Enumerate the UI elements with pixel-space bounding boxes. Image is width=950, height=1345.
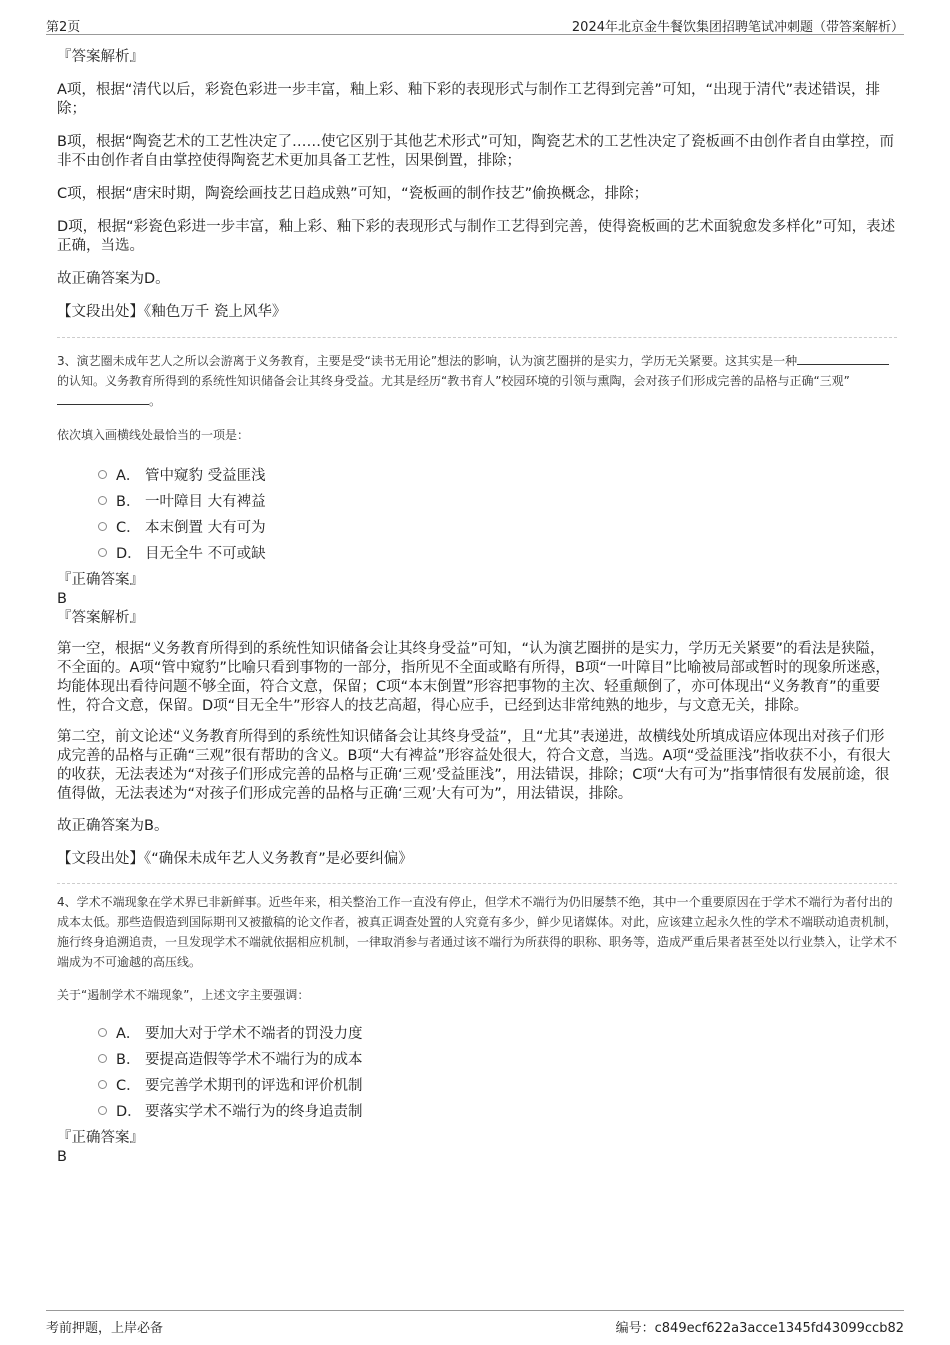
radio-icon[interactable] — [98, 1106, 107, 1115]
option-d[interactable]: D． 要落实学术不端行为的终身追责制 — [57, 1097, 897, 1123]
option-d[interactable]: D． 目无全牛 不可或缺 — [57, 539, 897, 565]
page-number: 第2页 — [46, 20, 81, 35]
analysis-paragraph: C项，根据“唐宋时期，陶瓷绘画技艺日趋成熟”可知，“瓷板画的制作技艺”偷换概念，排除； — [57, 186, 649, 202]
radio-icon[interactable] — [98, 522, 107, 531]
conclusion: 故正确答案为D。 — [57, 271, 170, 287]
document-content — [57, 48, 897, 1167]
analysis-label: 『答案解析』 — [57, 49, 144, 65]
answer-label: 『正确答案』 — [57, 1130, 144, 1146]
option-a[interactable]: A． 要加大对于学术不端者的罚没力度 — [57, 1019, 897, 1045]
source: 【文段出处】《釉色万千 瓷上风华》 — [57, 304, 287, 320]
page-footer — [46, 1310, 904, 1337]
question-stem: 3、演艺圈未成年艺人之所以会游离于义务教育，主要是受“读书无用论”想法的影响，认为演艺圈拼的是实力，学历无关紧要。这其实是一种的认知。义务教育所得到的系统性知识储备会让其终身受益。尤其是经历“教书育人”校园环境的引领与熏陶，会对孩子们形成完善的品格与正确“三观”。 — [57, 351, 897, 411]
analysis-paragraph: B项，根据“陶瓷艺术的工艺性决定了……使它区别于其他艺术形式”可知，陶瓷艺术的工艺性决定了瓷板画不由创作者自由掌控，而非不由创作者自由掌控使得陶瓷艺术更加具备工艺性，因果倒置，排除； — [57, 134, 894, 169]
radio-icon[interactable] — [98, 1028, 107, 1037]
radio-icon[interactable] — [98, 1080, 107, 1089]
option-b[interactable]: B． 要提高造假等学术不端行为的成本 — [57, 1045, 897, 1071]
option-c[interactable]: C． 要完善学术期刊的评选和评价机制 — [57, 1071, 897, 1097]
options-list — [57, 1019, 897, 1123]
radio-icon[interactable] — [98, 548, 107, 557]
page-header — [46, 14, 904, 35]
fill-blank-2 — [57, 392, 149, 405]
radio-icon[interactable] — [98, 1054, 107, 1063]
question-prompt: 依次填入画横线处最恰当的一项是： — [57, 428, 250, 442]
analysis-paragraph: 第一空，根据“义务教育所得到的系统性知识储备会让其终身受益”可知，“认为演艺圈拼的是实力，学历无关紧要”的看法是狭隘，不全面的。A项“管中窥豹”比喻只看到事物的一部分，指所见不全面或略有所得，B项“一叶障目”比喻被局部或暂时的现象所迷惑，均能体现出看待问题不够全面，符合文意，保留；C项“本末倒置”形容把事物的主次、轻重颠倒了，亦可体现出“义务教育”的重要性，符合文意，保留。D项“目无全牛”形容人的技艺高超，得心应手，已经到达非常纯熟的地步，与文意无关，排除。 — [57, 641, 890, 714]
question-stem: 4、学术不端现象在学术界已非新鲜事。近些年来，相关整治工作一直没有停止，但学术不端行为仍旧屡禁不绝，其中一个重要原因在于学术不端行为者付出的成本太低。那些造假造到国际期刊又被撤稿的论文作者，被真正调查处置的人究竟有多少，鲜少见诸媒体。对此，应该建立起永久性的学术不端联动追责机制，施行终身追溯追责，一旦发现学术不端就依据相应机制，一律取消参与者通过该不端行为所获得的职称、职务等，造成严重后果者甚至处以行业禁入，让学术不端成为不可逾越的高压线。 — [57, 895, 898, 969]
radio-icon[interactable] — [98, 496, 107, 505]
source: 【文段出处】《“确保未成年艺人义务教育”是必要纠偏》 — [57, 851, 413, 867]
analysis-paragraph: A项，根据“清代以后，彩瓷色彩进一步丰富，釉上彩、釉下彩的表现形式与制作工艺得到完善”可知，“出现于清代”表述错误，排除； — [57, 82, 880, 117]
option-a[interactable]: A． 管中窥豹 受益匪浅 — [57, 461, 897, 487]
answer-value: B — [57, 1149, 67, 1165]
answer-label: 『正确答案』 — [57, 572, 144, 588]
option-c[interactable]: C． 本末倒置 大有可为 — [57, 513, 897, 539]
fill-blank-1 — [797, 352, 889, 365]
radio-icon[interactable] — [98, 470, 107, 479]
question-prompt: 关于“遏制学术不端现象”，上述文字主要强调： — [57, 988, 310, 1002]
analysis-paragraph: 第二空，前文论述“义务教育所得到的系统性知识储备会让其终身受益”，且“尤其”表递进，故横线处所填成语应体现出对孩子们形成完善的品格与正确“三观”很有帮助的含义。B项“大有裨益”形容益处很大，符合文意，当选。A项“受益匪浅”指收获不小，有很大的收获，无法表述为“对孩子们形成完善的品格与正确‘三观’受益匪浅”，用法错误，排除；C项“大有可为”指事情很有发展前途，很值得做，无法表述为“对孩子们形成完善的品格与正确‘三观’大有可为”，用法错误，排除。 — [57, 729, 891, 802]
options-list — [57, 461, 897, 565]
answer-value: B — [57, 591, 67, 607]
document-title: 2024年北京金牛餐饮集团招聘笔试冲刺题（带答案解析） — [571, 20, 904, 35]
option-b[interactable]: B． 一叶障目 大有裨益 — [57, 487, 897, 513]
conclusion: 故正确答案为B。 — [57, 818, 169, 834]
footer-slogan: 考前押题，上岸必备 — [46, 1321, 164, 1336]
analysis-label: 『答案解析』 — [57, 610, 144, 626]
analysis-paragraph: D项，根据“彩瓷色彩进一步丰富，釉上彩、釉下彩的表现形式与制作工艺得到完善，使得瓷板画的艺术面貌愈发多样化”可知，表述正确，当选。 — [57, 219, 896, 254]
document-id: 编号：c849ecf622a3acce1345fd43099ccb82 — [615, 1321, 904, 1336]
